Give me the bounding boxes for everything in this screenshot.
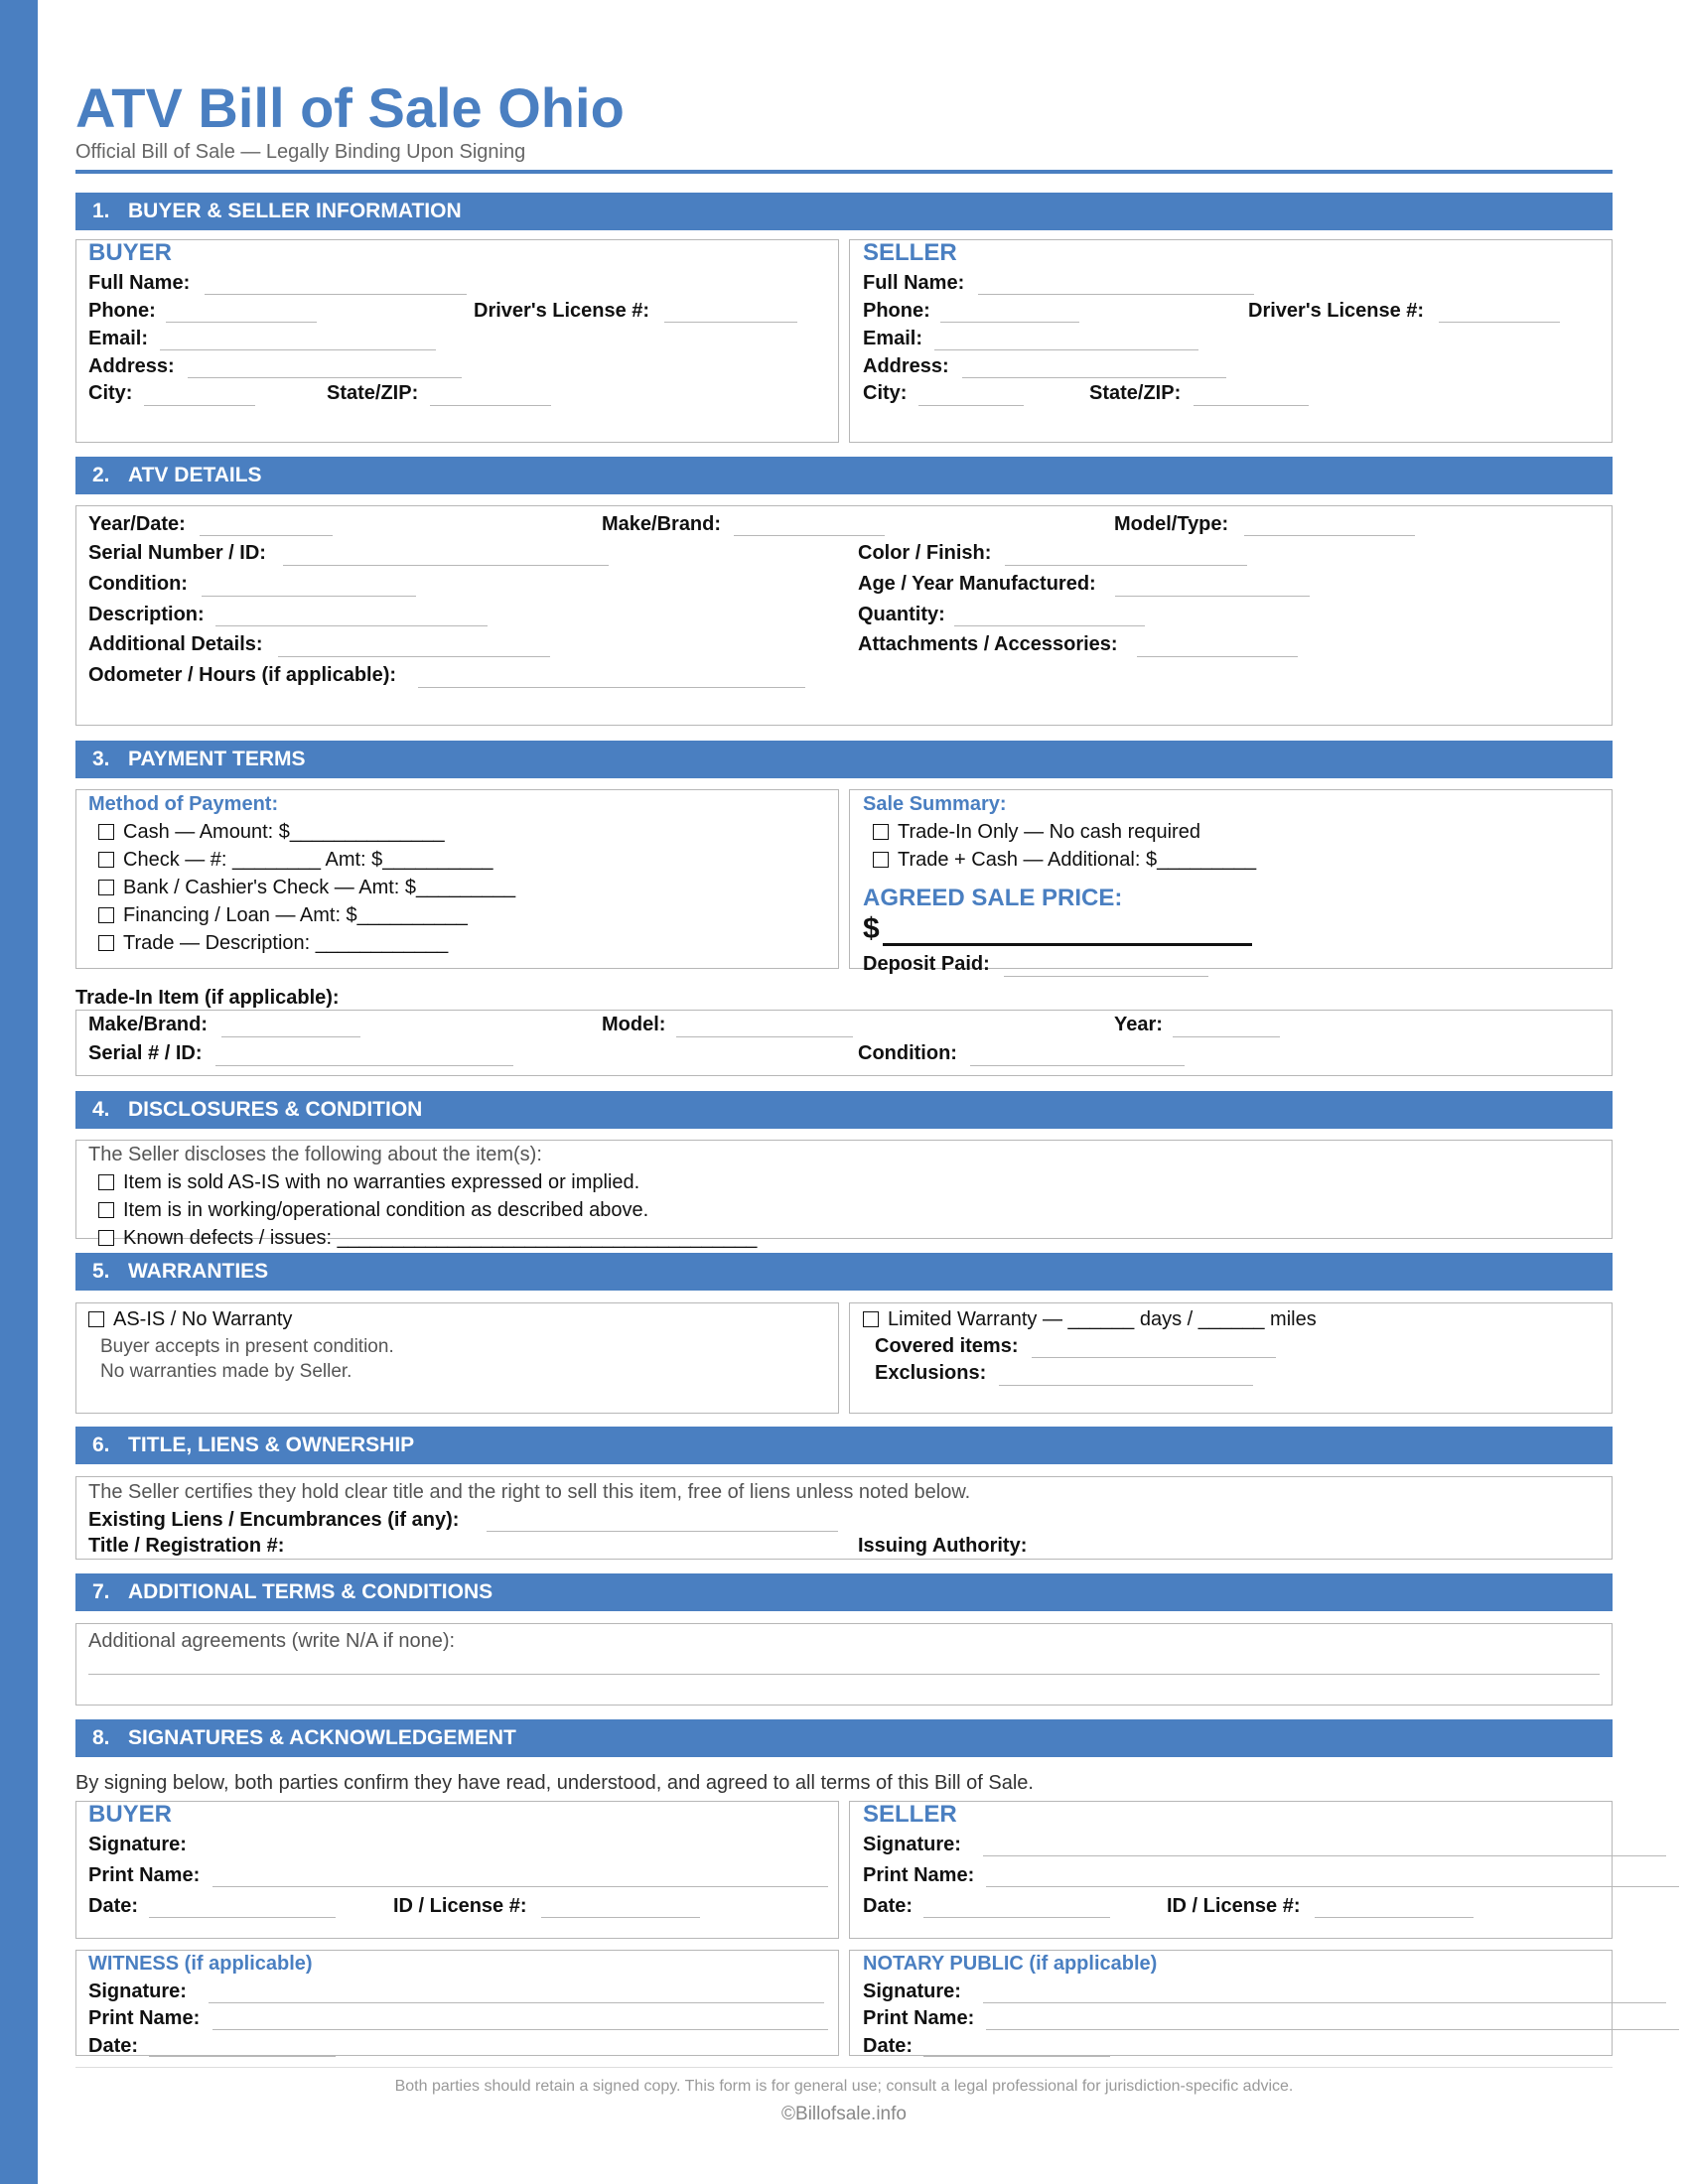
title-rule [75,170,1613,174]
seller-signature-label: Signature: [863,1834,961,1855]
checkbox-icon[interactable] [98,852,114,868]
section-header-buyer-seller: 1. BUYER & SELLER INFORMATION [75,193,1613,230]
payment-bank-option[interactable]: Bank / Cashier's Check — Amt: $_________ [98,878,515,897]
buyer-print-name-field[interactable] [212,1886,828,1887]
seller-info-box [849,239,1613,443]
seller-signature-field[interactable] [983,1855,1666,1856]
atv-color-label: Color / Finish: [858,542,992,564]
buyer-id-license-label: ID / License #: [393,1895,527,1917]
witness-date-field[interactable] [149,2056,336,2057]
sale-summary-box [849,789,1613,969]
section-header-signatures: 8. SIGNATURES & ACKNOWLEDGEMENT [75,1719,1613,1757]
atv-age-label: Age / Year Manufactured: [858,573,1096,595]
seller-full-name-label: Full Name: [863,272,965,294]
liens-field[interactable] [487,1531,838,1532]
warranty-as-is-option[interactable]: AS-IS / No Warranty [88,1309,292,1329]
buyer-full-name-label: Full Name: [88,272,191,294]
notary-print-name-label: Print Name: [863,2007,975,2029]
atv-model-label: Model/Type: [1114,513,1229,535]
atv-condition-field[interactable] [202,596,416,597]
payment-financing-option[interactable]: Financing / Loan — Amt: $__________ [98,905,468,925]
footer-copyright: ©Billofsale.info [781,2104,907,2124]
seller-address-field[interactable] [962,377,1226,378]
payment-trade-option[interactable]: Trade — Description: ____________ [98,933,448,953]
witness-print-name-label: Print Name: [88,2007,201,2029]
liens-label: Existing Liens / Encumbrances (if any): [88,1509,460,1531]
checkbox-icon[interactable] [98,824,114,840]
warranty-exclusions-field[interactable] [999,1385,1253,1386]
deposit-paid-label: Deposit Paid: [863,953,990,975]
sale-price-field[interactable] [883,943,1252,946]
seller-city-label: City: [863,382,908,404]
trade-in-serial-label: Serial # / ID: [88,1042,203,1064]
buyer-license-field[interactable] [664,322,797,323]
atv-serial-label: Serial Number / ID: [88,542,266,564]
section-header-additional-terms: 7. ADDITIONAL TERMS & CONDITIONS [75,1573,1613,1611]
atv-attachments-label: Attachments / Accessories: [858,633,1118,655]
trade-in-serial-field[interactable] [215,1065,513,1066]
seller-date-field[interactable] [923,1917,1110,1918]
trade-in-make-label: Make/Brand: [88,1014,209,1035]
section-header-warranties: 5. WARRANTIES [75,1253,1613,1291]
issuing-authority-label: Issuing Authority: [858,1535,1028,1557]
trade-in-model-label: Model: [602,1014,666,1035]
seller-state-zip-label: State/ZIP: [1089,382,1182,404]
seller-license-label: Driver's License #: [1248,300,1425,322]
buyer-date-field[interactable] [149,1917,336,1918]
section-header-payment: 3. PAYMENT TERMS [75,741,1613,778]
additional-terms-field[interactable] [88,1674,1600,1675]
buyer-state-zip-field[interactable] [430,405,551,406]
seller-signature-heading: SELLER [863,1801,957,1828]
seller-email-label: Email: [863,328,923,349]
seller-city-field[interactable] [918,405,1024,406]
buyer-city-field[interactable] [144,405,255,406]
trade-in-year-label: Year: [1114,1014,1163,1035]
notary-date-field[interactable] [923,2056,1110,2057]
atv-additional-label: Additional Details: [88,633,263,655]
signatures-intro: By signing below, both parties confirm they have read, understood, and agreed to all terms of this Bill of Sale. [75,1772,1034,1794]
atv-model-field[interactable] [1244,535,1415,536]
section-header-atv-details: 2. ATV DETAILS [75,457,1613,494]
witness-signature-field[interactable] [209,2002,824,2003]
buyer-signature-heading: BUYER [88,1801,173,1828]
atv-quantity-field[interactable] [954,625,1145,626]
atv-description-field[interactable] [215,625,488,626]
atv-serial-field[interactable] [283,565,609,566]
footer-divider [75,2067,1613,2068]
additional-terms-label: Additional agreements (write N/A if none): [88,1630,456,1652]
seller-phone-label: Phone: [863,300,930,322]
checkbox-icon[interactable] [88,1311,104,1327]
title-statement: The Seller certifies they hold clear title and the right to sell this item, free of liens unless noted below. [88,1481,971,1503]
sale-summary-heading: Sale Summary: [863,793,1007,815]
trade-in-make-field[interactable] [221,1036,360,1037]
buyer-print-name-label: Print Name: [88,1864,201,1886]
atv-make-field[interactable] [734,535,885,536]
checkbox-icon[interactable] [873,852,889,868]
seller-email-field[interactable] [934,349,1198,350]
trade-in-heading: Trade-In Item (if applicable): [75,987,340,1009]
atv-details-box [75,505,1613,726]
seller-id-license-label: ID / License #: [1167,1895,1301,1917]
disclosure-defects-option[interactable]: Known defects / issues: ______________________________________ [98,1228,757,1248]
checkbox-icon[interactable] [98,880,114,895]
checkbox-icon[interactable] [98,935,114,951]
buyer-signature-label: Signature: [88,1834,187,1855]
notary-signature-label: Signature: [863,1980,961,2002]
seller-id-license-field[interactable] [1315,1917,1474,1918]
checkbox-icon[interactable] [98,907,114,923]
warranty-as-is-line1: Buyer accepts in present condition. [100,1336,394,1357]
warranty-covered-field[interactable] [1032,1357,1276,1358]
seller-address-label: Address: [863,355,949,377]
sale-price-dollar-sign: $ [863,912,880,945]
checkbox-icon[interactable] [863,1311,879,1327]
seller-phone-field[interactable] [940,322,1079,323]
section-header-disclosures: 4. DISCLOSURES & CONDITION [75,1091,1613,1129]
payment-cash-option[interactable]: Cash — Amount: $______________ [98,822,445,842]
checkbox-icon[interactable] [98,1202,114,1218]
notary-print-name-field[interactable] [986,2029,1679,2030]
notary-date-label: Date: [863,2035,914,2057]
buyer-state-zip-label: State/ZIP: [327,382,419,404]
notary-signature-field[interactable] [983,2002,1666,2003]
trade-in-year-field[interactable] [1173,1036,1280,1037]
atv-quantity-label: Quantity: [858,604,945,625]
atv-description-label: Description: [88,604,205,625]
buyer-full-name-field[interactable] [205,294,467,295]
atv-make-label: Make/Brand: [602,513,722,535]
disclosure-as-is-option[interactable]: Item is sold AS-IS with no warranties expressed or implied. [98,1172,639,1192]
atv-odometer-label: Odometer / Hours (if applicable): [88,664,397,686]
atv-year-label: Year/Date: [88,513,186,535]
notary-heading: NOTARY PUBLIC (if applicable) [863,1953,1158,1975]
payment-check-option[interactable]: Check — #: ________ Amt: $__________ [98,850,493,870]
buyer-date-label: Date: [88,1895,139,1917]
section-header-title-liens: 6. TITLE, LIENS & OWNERSHIP [75,1427,1613,1464]
buyer-address-label: Address: [88,355,175,377]
buyer-phone-field[interactable] [166,322,317,323]
trade-in-condition-field[interactable] [970,1065,1185,1066]
buyer-email-field[interactable] [160,349,436,350]
disclosures-intro: The Seller discloses the following about the item(s): [88,1144,542,1165]
witness-heading: WITNESS (if applicable) [88,1953,313,1975]
witness-signature-label: Signature: [88,1980,187,2002]
footer-note: Both parties should retain a signed copy. This form is for general use; consult a legal professional for jurisdiction-specific advice. [394,2078,1294,2095]
buyer-address-field[interactable] [188,377,462,378]
page-title: ATV Bill of Sale Ohio [75,76,625,139]
left-accent-bar [0,0,38,2184]
atv-age-field[interactable] [1115,596,1310,597]
title-number-label: Title / Registration #: [88,1535,285,1557]
witness-print-name-field[interactable] [212,2029,828,2030]
buyer-heading: BUYER [88,239,173,266]
seller-license-field[interactable] [1439,322,1560,323]
trade-in-model-field[interactable] [676,1036,853,1037]
warranty-exclusions-label: Exclusions: [875,1362,987,1384]
atv-year-field[interactable] [200,535,333,536]
agreed-sale-price-heading: AGREED SALE PRICE: [863,885,1123,911]
atv-color-field[interactable] [1005,565,1247,566]
trade-in-only-option[interactable]: Trade-In Only — No cash required [873,822,1200,842]
atv-condition-label: Condition: [88,573,188,595]
atv-odometer-field[interactable] [418,687,805,688]
buyer-email-label: Email: [88,328,149,349]
page-subtitle: Official Bill of Sale — Legally Binding Upon Signing [75,141,526,163]
warranty-as-is-line2: No warranties made by Seller. [100,1361,352,1382]
deposit-paid-field[interactable] [1004,976,1208,977]
seller-print-name-label: Print Name: [863,1864,975,1886]
buyer-license-label: Driver's License #: [474,300,650,322]
trade-plus-cash-option[interactable]: Trade + Cash — Additional: $_________ [873,850,1256,870]
seller-date-label: Date: [863,1895,914,1917]
disclosure-working-option[interactable]: Item is in working/operational condition as described above. [98,1200,648,1220]
warranty-covered-label: Covered items: [875,1335,1019,1357]
buyer-city-label: City: [88,382,133,404]
checkbox-icon[interactable] [98,1174,114,1190]
seller-full-name-field[interactable] [978,294,1254,295]
atv-attachments-field[interactable] [1137,656,1298,657]
witness-date-label: Date: [88,2035,139,2057]
warranty-limited-option[interactable]: Limited Warranty — ______ days / ______ miles [863,1309,1317,1329]
payment-method-heading: Method of Payment: [88,793,279,815]
buyer-phone-label: Phone: [88,300,156,322]
buyer-id-license-field[interactable] [541,1917,700,1918]
seller-print-name-field[interactable] [986,1886,1679,1887]
trade-in-condition-label: Condition: [858,1042,957,1064]
checkbox-icon[interactable] [873,824,889,840]
buyer-info-box [75,239,839,443]
seller-state-zip-field[interactable] [1194,405,1309,406]
seller-heading: SELLER [863,239,957,266]
checkbox-icon[interactable] [98,1230,114,1246]
atv-additional-field[interactable] [278,656,550,657]
